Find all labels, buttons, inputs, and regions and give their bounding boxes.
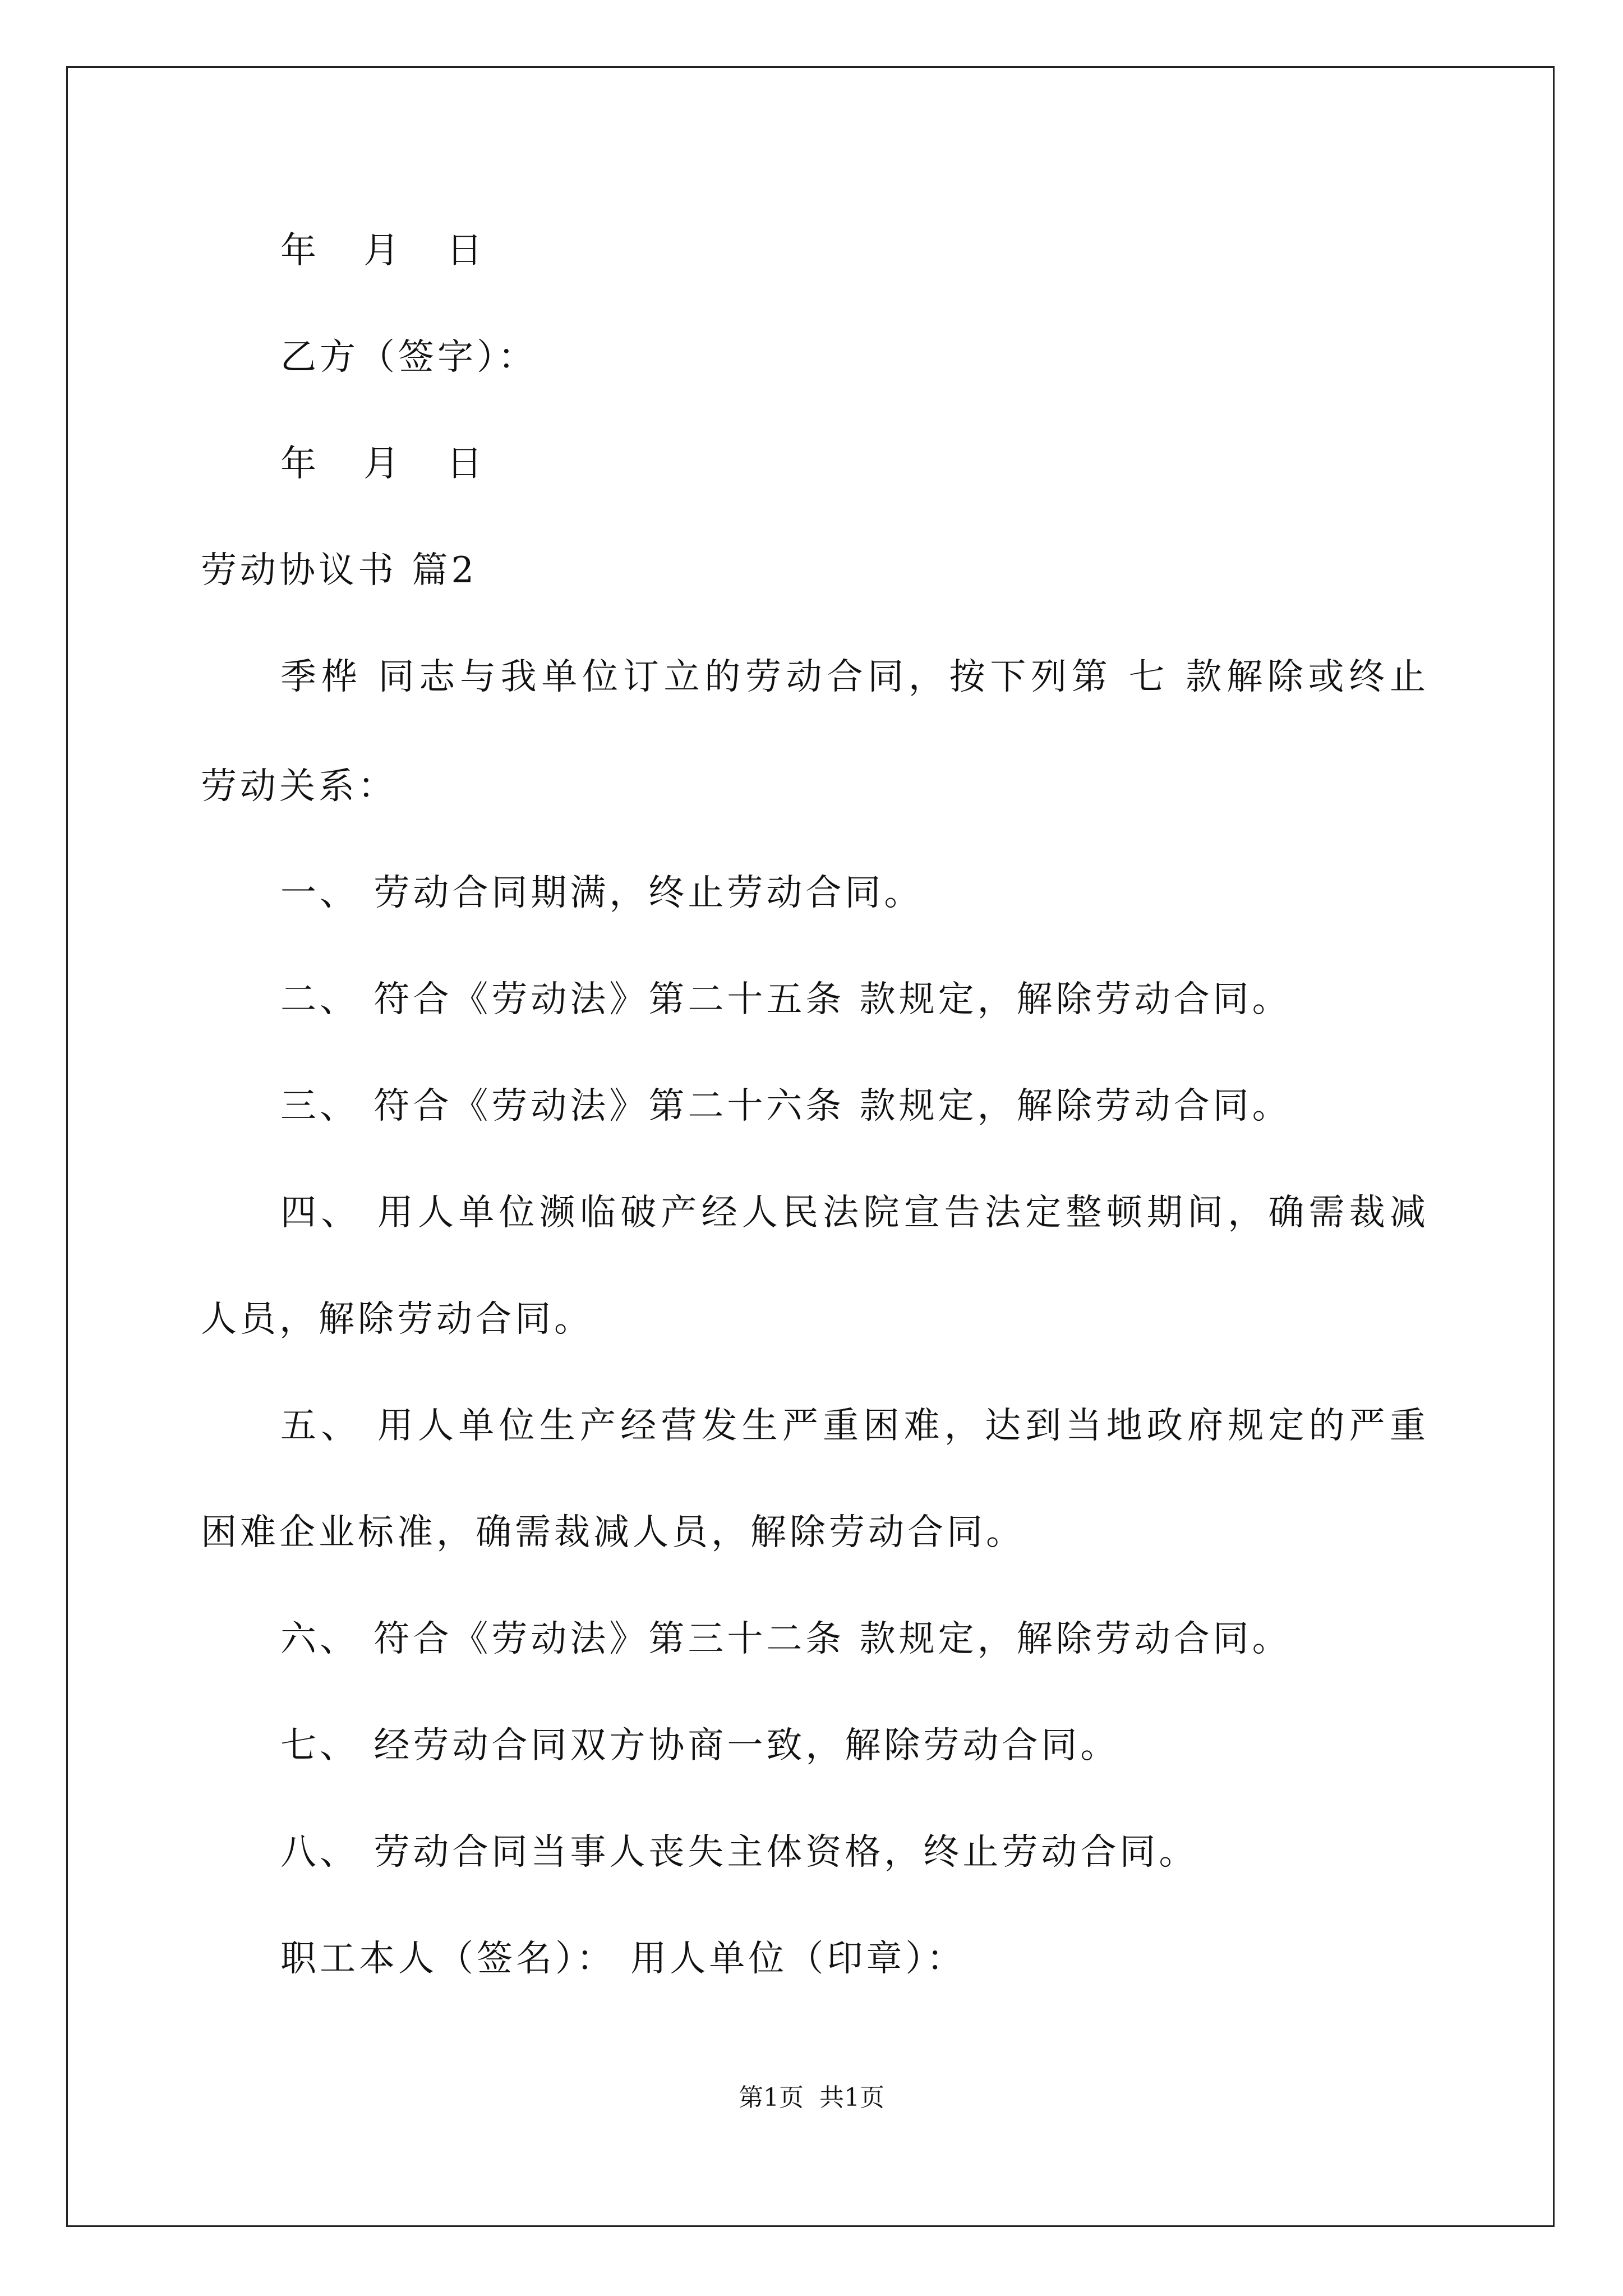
list-item: 五、 用人单位生产经营发生严重困难，达到当地政府规定的严重 bbox=[280, 1405, 1429, 1447]
list-item: 七、 经劳动合同双方协商一致，解除劳动合同。 bbox=[280, 1725, 1120, 1766]
list-item: 八、 劳动合同当事人丧失主体资格，终止劳动合同。 bbox=[280, 1832, 1198, 1873]
date-day: 日 bbox=[446, 443, 482, 485]
date-day: 日 bbox=[446, 230, 482, 272]
list-item: 四、 用人单位濒临破产经人民法院宣告法定整顿期间，确需裁减 bbox=[280, 1192, 1429, 1234]
list-item: 一、 劳动合同期满，终止劳动合同。 bbox=[280, 872, 924, 914]
list-item-continuation: 人员，解除劳动合同。 bbox=[201, 1299, 593, 1340]
section-heading: 劳动协议书 篇2 bbox=[201, 550, 478, 591]
date-year: 年 bbox=[280, 230, 316, 272]
date-month: 月 bbox=[363, 443, 399, 485]
date-month: 月 bbox=[363, 230, 399, 272]
intro-line-2: 劳动关系： bbox=[201, 766, 397, 807]
list-item-continuation: 困难企业标准，确需裁减人员，解除劳动合同。 bbox=[201, 1512, 1025, 1553]
date-year: 年 bbox=[280, 443, 316, 485]
intro-line-1: 季桦 同志与我单位订立的劳动合同，按下列第 七 款解除或终止 bbox=[280, 656, 1429, 698]
list-item: 三、 符合《劳动法》第二十六条 款规定，解除劳动合同。 bbox=[280, 1085, 1292, 1127]
signature-line: 职工本人（签名）： 用人单位（印章）： bbox=[280, 1938, 966, 1980]
page-footer: 第1页 共1页 bbox=[739, 2083, 884, 2112]
party-b-signature: 乙方（签字）： bbox=[280, 337, 537, 378]
page-border bbox=[66, 66, 1555, 2227]
list-item: 六、 符合《劳动法》第三十二条 款规定，解除劳动合同。 bbox=[280, 1618, 1292, 1660]
list-item: 二、 符合《劳动法》第二十五条 款规定，解除劳动合同。 bbox=[280, 979, 1292, 1020]
